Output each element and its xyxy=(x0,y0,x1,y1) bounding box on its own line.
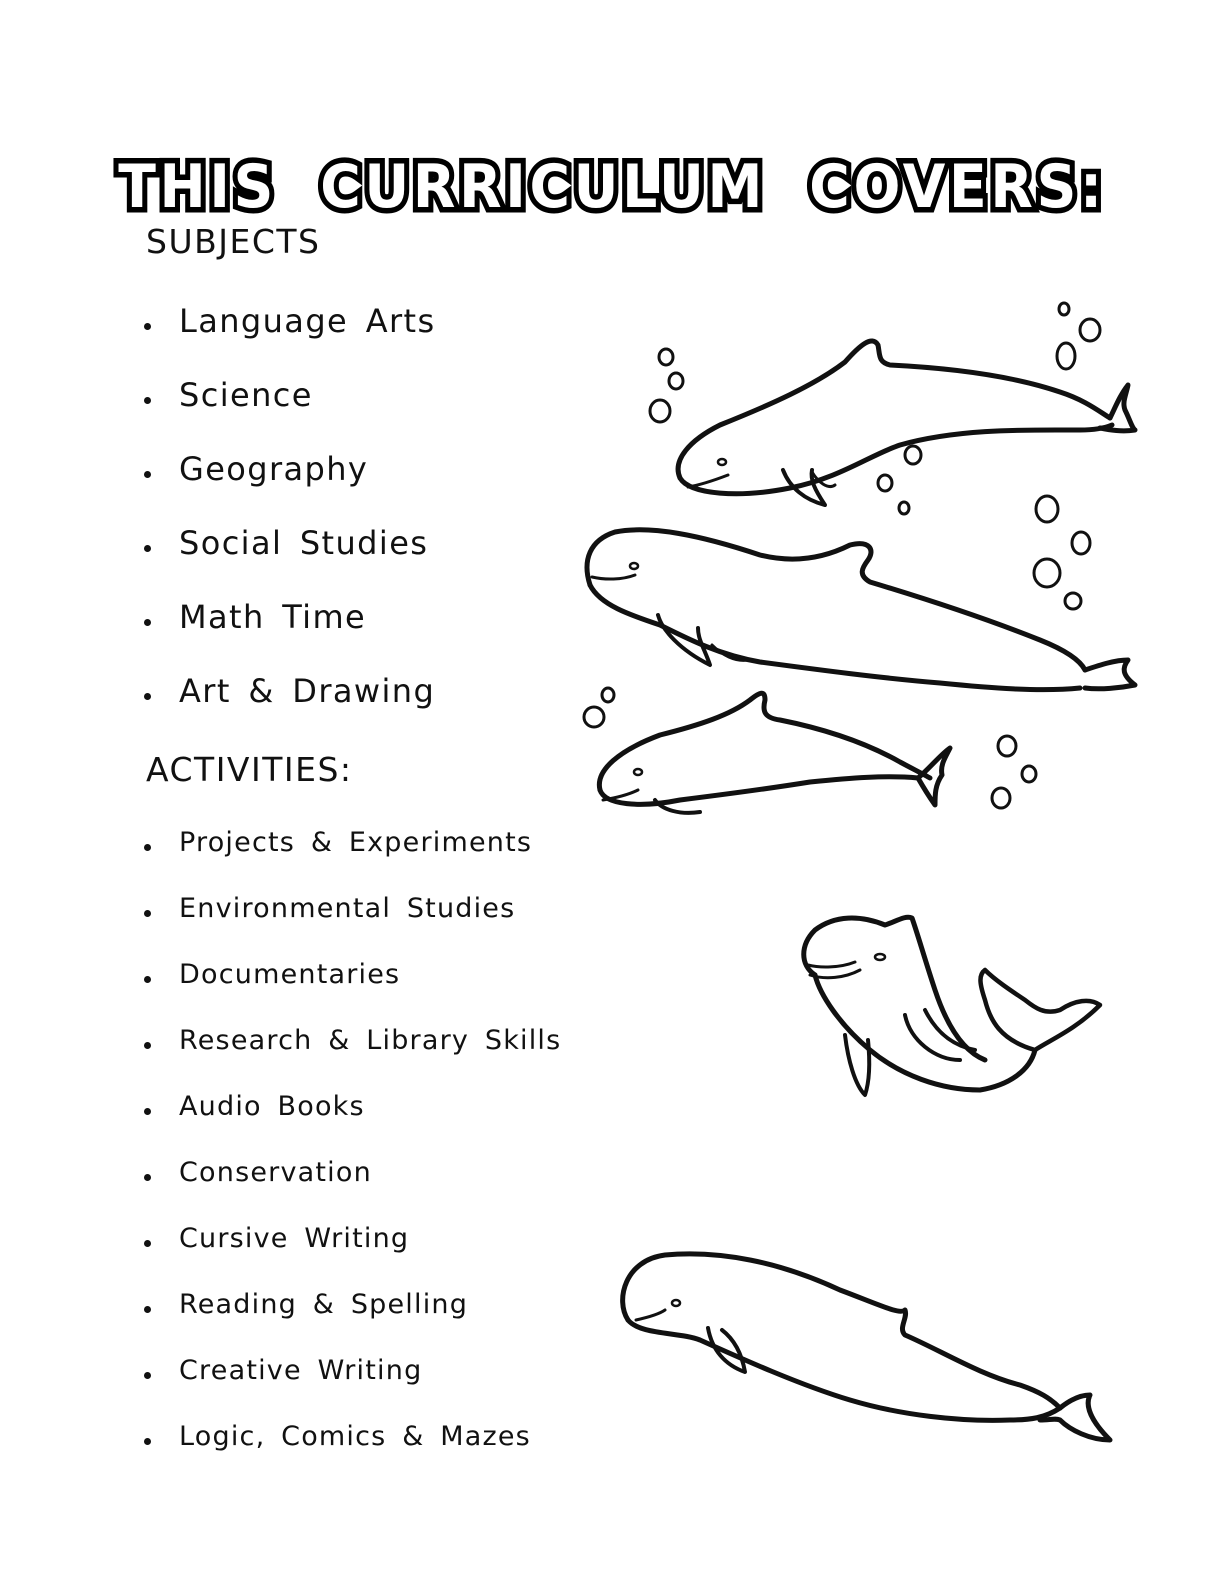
activities-list xyxy=(138,809,561,1469)
activity-label: Creative Writing xyxy=(179,1354,423,1386)
bullet-icon xyxy=(144,1042,151,1049)
activity-label: Research & Library Skills xyxy=(179,1024,562,1056)
bullet-icon xyxy=(144,1108,151,1115)
bullet-icon xyxy=(144,323,151,330)
list-item xyxy=(138,1403,561,1469)
bullet-icon xyxy=(144,1372,151,1379)
whale-icon xyxy=(623,1254,1110,1440)
activity-label: Cursive Writing xyxy=(179,1222,410,1254)
bullet-icon xyxy=(144,1438,151,1445)
bullet-icon xyxy=(144,619,151,626)
list-item xyxy=(138,809,561,875)
list-item xyxy=(138,941,561,1007)
whale-icon xyxy=(678,341,1135,505)
list-item xyxy=(138,506,436,580)
bullet-icon xyxy=(144,693,151,700)
subject-label: Geography xyxy=(179,450,369,488)
subject-label: Social Studies xyxy=(179,524,429,562)
activity-label: Projects & Experiments xyxy=(179,826,533,858)
subject-label: Science xyxy=(179,376,313,414)
activities-heading: ACTIVITIES: xyxy=(146,750,353,789)
subject-label: Language Arts xyxy=(179,302,436,340)
list-item xyxy=(138,875,561,941)
activity-label: Documentaries xyxy=(179,958,401,990)
list-item xyxy=(138,654,436,728)
bullet-icon xyxy=(144,976,151,983)
subjects-heading: SUBJECTS xyxy=(146,222,321,261)
activity-label: Logic, Comics & Mazes xyxy=(179,1420,531,1452)
bullet-icon xyxy=(144,397,151,404)
whale-icon xyxy=(587,530,1135,690)
list-item xyxy=(138,580,436,654)
bullet-icon xyxy=(144,1240,151,1247)
list-item xyxy=(138,1271,561,1337)
activity-label: Reading & Spelling xyxy=(179,1288,469,1320)
activity-label: Audio Books xyxy=(179,1090,365,1122)
list-item xyxy=(138,284,436,358)
list-item xyxy=(138,432,436,506)
list-item xyxy=(138,1205,561,1271)
activity-label: Environmental Studies xyxy=(179,892,516,924)
bullet-icon xyxy=(144,844,151,851)
subjects-list xyxy=(138,284,436,728)
bullet-icon xyxy=(144,1306,151,1313)
subject-label: Art & Drawing xyxy=(179,672,436,710)
bullet-icon xyxy=(144,1174,151,1181)
subject-label: Math Time xyxy=(179,598,367,636)
activity-label: Conservation xyxy=(179,1156,372,1188)
whale-icon xyxy=(599,693,950,813)
dolphin-icon xyxy=(804,917,1100,1095)
page-title: THIS CURRICULUM COVERS: xyxy=(118,152,1106,223)
list-item xyxy=(138,1007,561,1073)
bubbles-icon xyxy=(584,303,1100,808)
list-item xyxy=(138,358,436,432)
bullet-icon xyxy=(144,910,151,917)
list-item xyxy=(138,1073,561,1139)
list-item xyxy=(138,1139,561,1205)
list-item xyxy=(138,1337,561,1403)
bullet-icon xyxy=(144,471,151,478)
bullet-icon xyxy=(144,545,151,552)
